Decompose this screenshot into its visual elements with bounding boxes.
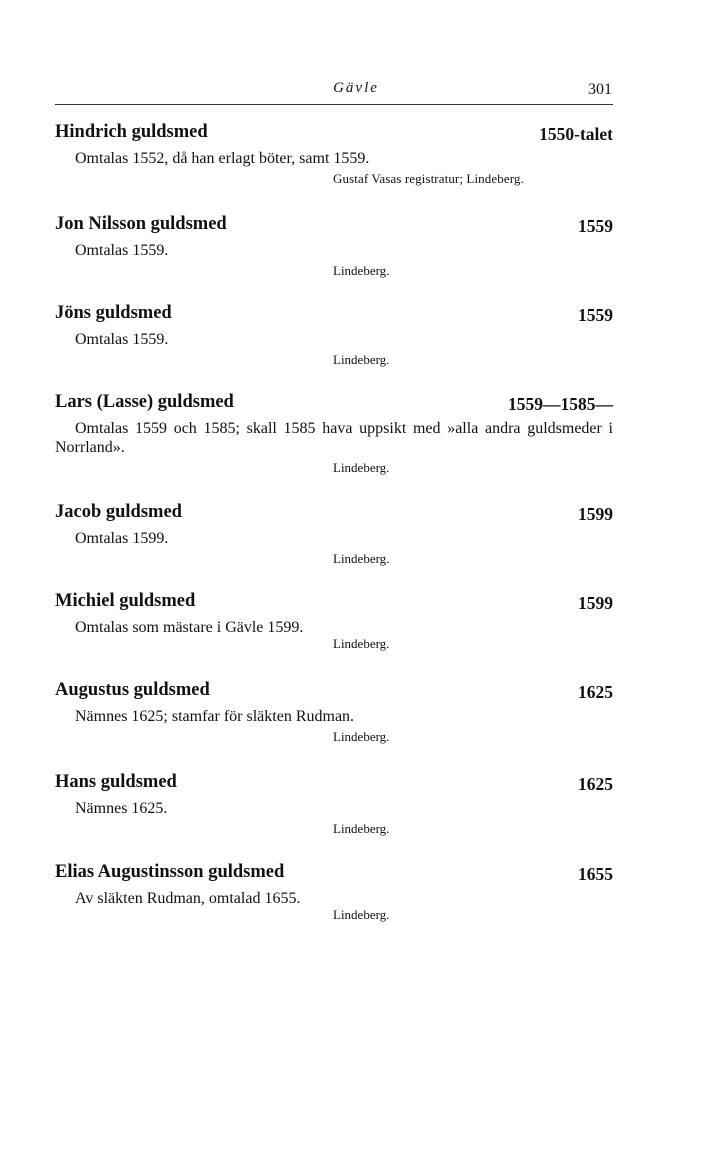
entry-source: Lindeberg. — [333, 352, 390, 367]
entry-name: Augustus guldsmed — [55, 680, 210, 700]
entry-year: 1625 — [578, 682, 613, 702]
entry-name: Hindrich guldsmed — [55, 122, 208, 142]
entry-name: Michiel guldsmed — [55, 591, 196, 611]
entry-heading — [55, 862, 613, 884]
entry-lars — [55, 392, 613, 476]
header-rule — [55, 104, 613, 105]
entry-description: Omtalas 1559. — [75, 331, 169, 348]
entry-year: 1550-talet — [539, 124, 613, 144]
entry-name: Lars (Lasse) guldsmed — [55, 392, 234, 412]
entry-source: Lindeberg. — [333, 460, 390, 475]
entry-source: Lindeberg. — [333, 263, 390, 278]
entry-description: Omtalas 1559. — [75, 242, 169, 259]
entry-year: 1559 — [578, 305, 613, 325]
entry-year: 1625 — [578, 774, 613, 794]
entry-heading — [55, 303, 613, 325]
entry-description: Nämnes 1625; stamfar för släkten Rudman. — [75, 708, 355, 725]
entry-source: Lindeberg. — [333, 729, 390, 744]
entry-heading — [55, 392, 613, 414]
entry-description: Av släkten Rudman, omtalad 1655. — [75, 890, 301, 907]
entry-name: Jöns guldsmed — [55, 303, 172, 323]
entry-jons — [55, 303, 613, 368]
entry-name: Jon Nilsson guldsmed — [55, 214, 227, 234]
entry-year: 1559 — [578, 216, 613, 236]
entry-jon-nilsson — [55, 214, 613, 279]
entry-heading — [55, 680, 613, 702]
entry-hindrich — [55, 122, 613, 187]
entry-year: 1599 — [578, 504, 613, 524]
entry-heading — [55, 214, 613, 236]
entry-hans — [55, 772, 613, 837]
entry-name: Jacob guldsmed — [55, 502, 182, 522]
entry-name: Elias Augustinsson guldsmed — [55, 862, 285, 882]
entry-elias — [55, 862, 613, 923]
entry-description: Omtalas 1559 och 1585; skall 1585 hava uppsikt med »alla andra guldsmeder i Norrland». — [55, 420, 613, 456]
entry-heading — [55, 122, 613, 144]
entry-name: Hans guldsmed — [55, 772, 177, 792]
entry-heading — [55, 772, 613, 794]
entry-year: 1599 — [578, 593, 613, 613]
entry-description: Omtalas som mästare i Gävle 1599. — [75, 619, 304, 636]
entry-augustus — [55, 680, 613, 745]
entry-description: Omtalas 1599. — [75, 530, 169, 547]
entry-description: Nämnes 1625. — [75, 800, 168, 817]
entry-source: Gustaf Vasas registratur; Lindeberg. — [333, 171, 524, 186]
entry-michiel — [55, 591, 613, 652]
entry-description: Omtalas 1552, då han erlagt böter, samt 1559. — [75, 150, 370, 167]
entry-year: 1559—1585— — [508, 394, 613, 414]
page-number: 301 — [588, 81, 612, 98]
entry-year: 1655 — [578, 864, 613, 884]
entry-source: Lindeberg. — [333, 551, 390, 566]
entry-heading — [55, 591, 613, 613]
running-title: Gävle — [333, 80, 379, 96]
entry-jacob — [55, 502, 613, 567]
entry-source: Lindeberg. — [333, 821, 390, 836]
entry-source: Lindeberg. — [333, 907, 390, 922]
entry-heading — [55, 502, 613, 524]
entry-source: Lindeberg. — [333, 636, 390, 651]
